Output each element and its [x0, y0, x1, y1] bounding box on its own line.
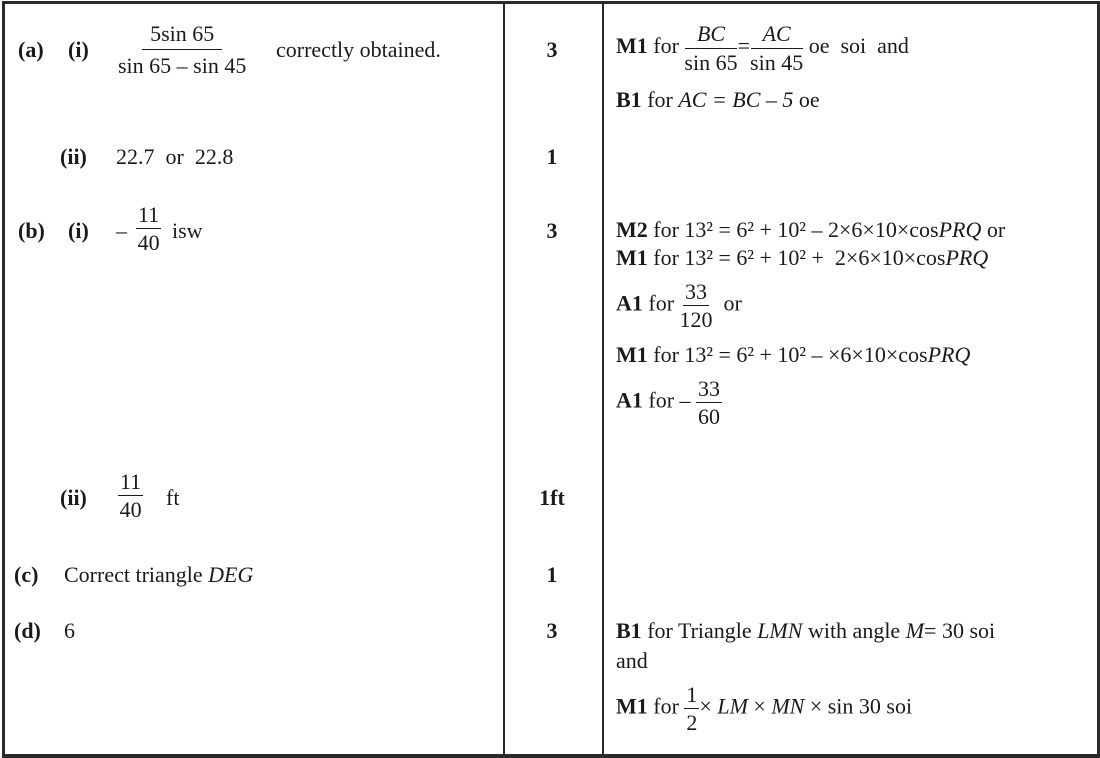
part-label: (b)	[18, 218, 45, 243]
mark-code: M1	[616, 245, 648, 270]
fraction-denominator: 40	[119, 497, 142, 523]
guidance-variable: PRQ	[938, 217, 982, 242]
guidance-text: for Triangle	[647, 618, 752, 643]
marks-value: 3	[546, 618, 558, 643]
marks-value: 3	[546, 37, 558, 62]
guidance-line-2	[616, 89, 820, 111]
fraction-numerator: 33	[683, 280, 709, 306]
guidance-variable: LM	[717, 693, 748, 719]
fraction-numerator: AC	[751, 22, 803, 49]
guidance-text: for 13² = 6² + 10² – ×6×10×cos	[653, 342, 928, 367]
answer-text: 6	[64, 618, 75, 643]
answer-fraction	[136, 203, 161, 254]
fraction-numerator: 33	[696, 377, 722, 403]
guidance-variable: LMN	[757, 618, 803, 643]
guidance-text: for 13² = 6² + 10² – 2×6×10×cos	[653, 217, 939, 242]
mark-code: B1	[616, 618, 642, 643]
answer-label: Correct triangle	[64, 562, 203, 587]
fraction-numerator: 11	[118, 470, 143, 496]
answer-expression	[118, 22, 246, 77]
guidance-line-3	[616, 683, 912, 734]
guidance-text: ×	[753, 693, 766, 719]
fraction-denominator: 2	[686, 710, 698, 736]
guidance-line-2	[616, 247, 988, 269]
guidance-text: oe soi and	[808, 33, 909, 59]
answer-fraction	[118, 470, 143, 521]
guidance-variable: MN	[771, 693, 805, 719]
sub-part-label: (i)	[68, 218, 89, 243]
fraction-denominator: 40	[137, 230, 160, 256]
mark-code: M1	[616, 33, 648, 59]
sub-part-label: (i)	[68, 37, 89, 62]
fraction-numerator: 5sin 65	[142, 22, 222, 50]
marks-value: 1ft	[539, 485, 565, 510]
answer-fraction	[118, 22, 246, 77]
guidance-fraction	[684, 683, 699, 734]
guidance-variable: M	[905, 618, 925, 643]
fraction-denominator: 120	[679, 307, 713, 333]
mark-code: B1	[616, 87, 642, 112]
fraction-denominator: 60	[698, 404, 721, 430]
guidance-line-1	[616, 22, 909, 74]
answer-text: correctly obtained.	[276, 37, 441, 62]
guidance-line-2: and	[616, 648, 648, 673]
fraction-denominator: sin 65	[684, 50, 738, 76]
guidance-fraction-ac	[750, 22, 803, 74]
guidance-fraction	[680, 280, 713, 331]
column-divider-marks-guidance	[602, 4, 604, 754]
guidance-text: or	[723, 290, 742, 316]
guidance-line-5	[616, 377, 722, 428]
marks-value: 1	[546, 562, 558, 587]
mark-code: M1	[616, 693, 648, 719]
guidance-text: ×	[699, 693, 712, 719]
equals-sign: =	[737, 33, 751, 59]
guidance-text: for –	[648, 387, 691, 413]
guidance-expression: AC = BC – 5	[678, 87, 794, 112]
answer-text: isw	[172, 218, 203, 243]
guidance-text: for	[653, 33, 679, 59]
guidance-text: for	[647, 87, 673, 112]
part-label: (c)	[14, 562, 39, 587]
guidance-line-1	[616, 620, 995, 642]
answer-variable: DEG	[208, 562, 254, 587]
guidance-text: oe	[798, 87, 820, 112]
answer-text	[64, 564, 253, 586]
fraction-numerator: 1	[684, 683, 699, 709]
guidance-text: × sin 30 soi	[809, 693, 913, 719]
answer-sign: –	[116, 218, 127, 243]
guidance-line-3	[616, 280, 742, 331]
mark-code: A1	[616, 290, 643, 316]
mark-code: M2	[616, 217, 648, 242]
answer-text: ft	[166, 485, 180, 510]
mark-code: A1	[616, 387, 643, 413]
guidance-fraction-bc	[684, 22, 737, 74]
guidance-line-4	[616, 344, 970, 366]
guidance-text: = 30 soi	[924, 618, 996, 643]
fraction-denominator: sin 65 – sin 45	[118, 53, 247, 79]
guidance-text: for	[648, 290, 675, 316]
fraction-numerator: BC	[685, 22, 737, 49]
guidance-text: for 13² = 6² + 10² + 2×6×10×cos	[653, 245, 946, 270]
fraction-denominator: sin 45	[750, 50, 804, 76]
guidance-text: or	[986, 217, 1006, 242]
mark-code: M1	[616, 342, 648, 367]
sub-part-label: (ii)	[60, 144, 87, 169]
guidance-variable: PRQ	[927, 342, 971, 367]
part-label: (a)	[18, 37, 44, 62]
marks-value: 3	[546, 218, 558, 243]
guidance-variable: PRQ	[945, 245, 989, 270]
part-label: (d)	[14, 618, 41, 643]
guidance-fraction	[696, 377, 722, 428]
sub-part-label: (ii)	[60, 485, 87, 510]
fraction-numerator: 11	[136, 203, 161, 229]
guidance-text: with angle	[807, 618, 901, 643]
guidance-line-1	[616, 219, 1005, 241]
guidance-text: for	[653, 693, 679, 719]
marks-value: 1	[546, 144, 558, 169]
mark-scheme-table	[2, 1, 1100, 758]
answer-text: 22.7 or 22.8	[116, 144, 234, 169]
